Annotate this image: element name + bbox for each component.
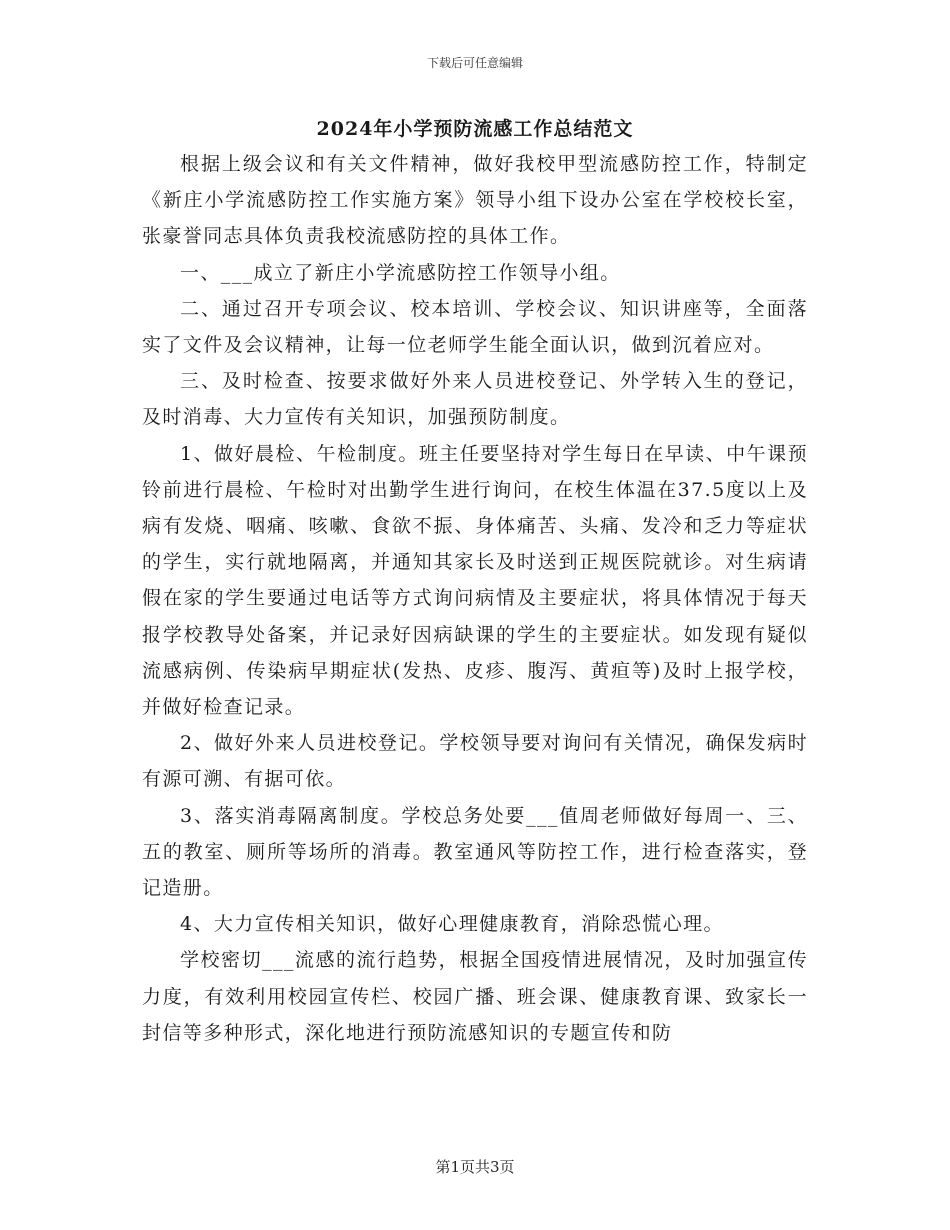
paragraph-item-1: 一、___成立了新庄小学流感防控工作领导小组。 — [180, 261, 621, 284]
header-note: 下载后可任意编辑 — [426, 56, 523, 70]
paragraph-sub-3: 3、落实消毒隔离制度。学校总务处要___值周老师做好每周一、三、五的教室、厕所等场所的消毒。教室通风等防控工作，进行检查落实，登记造册。 — [142, 804, 808, 900]
document-body — [142, 146, 808, 1051]
page-number: 第1页共3页 — [435, 1158, 515, 1176]
paragraph-intro: 根据上级会议和有关文件精神，做好我校甲型流感防控工作，特制定《新庄小学流感防控工作实施方案》领导小组下设办公室在学校校长室，张豪誉同志具体负责我校流感防控的具体工作。 — [142, 153, 808, 248]
document-title: 2024年小学预防流感工作总结范文 — [316, 118, 634, 140]
paragraph-sub-1: 1、做好晨检、午检制度。班主任要坚持对学生每日在早读、中午课预铃前进行晨检、午检时对出勤学生进行询问，在校生体温在37.5度以上及病有发烧、咽痛、咳嗽、食欲不振、身体痛苦、头痛、发冷和乏力等症状的学生，实行就地隔离，并通知其家长及时送到正规医院就诊。对生病请假在家的学生要通过电话等方式询问病情及主要症状，将具体情况于每天报学校教导处备案，并记录好因病缺课的学生的主要症状。如发现有疑似流感病例、传染病早期症状(发热、皮疹、腹泻、黄疸等)及时上报学校，并做好检查记录。 — [142, 442, 808, 719]
paragraph-sub-4: 4、大力宣传相关知识，做好心理健康教育，消除恐慌心理。 — [180, 913, 724, 936]
paragraph-sub-2: 2、做好外来人员进校登记。学校领导要对询问有关情况，确保发病时有源可溯、有据可依。 — [142, 732, 808, 791]
paragraph-item-2: 二、通过召开专项会议、校本培训、学校会议、知识讲座等，全面落实了文件及会议精神，让每一位老师学生能全面认识，做到沉着应对。 — [142, 297, 808, 357]
paragraph-continued: 学校密切___流感的流行趋势，根据全国疫情进展情况，及时加强宣传力度，有效利用校园宣传栏、校园广播、班会课、健康教育课、致家长一封信等多种形式，深化地进行预防流感知识的专题宣传和防 — [142, 949, 808, 1044]
paragraph-item-3: 三、及时检查、按要求做好外来人员进校登记、外学转入生的登记，及时消毒、大力宣传有关知识，加强预防制度。 — [142, 370, 808, 429]
